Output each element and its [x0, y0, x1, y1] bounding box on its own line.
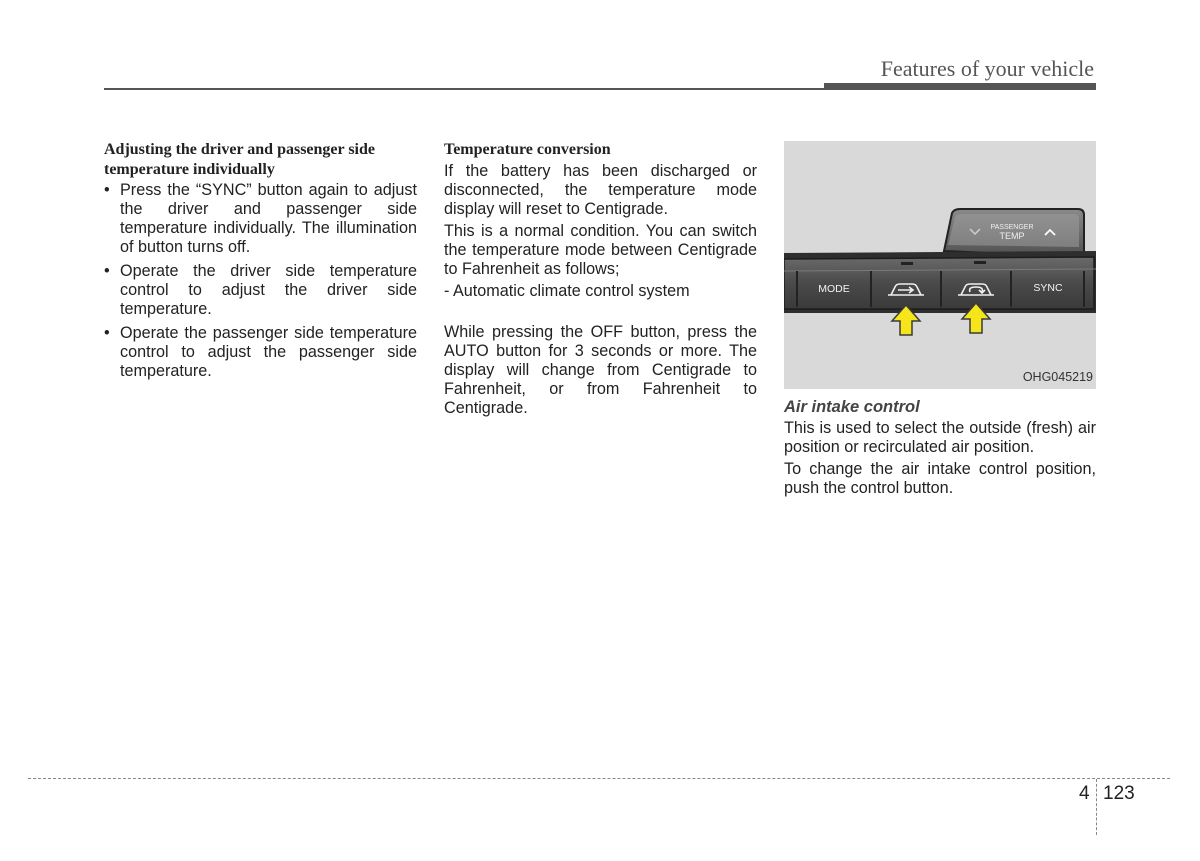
column-temperature-conversion — [444, 140, 757, 418]
header-rule-accent — [824, 83, 1096, 90]
footer-rule — [28, 778, 1170, 779]
control-panel-illustration — [784, 141, 1096, 389]
paragraph: While pressing the OFF button, press the AUTO button for 3 seconds or more. The display will change from Centigrade to Fahrenheit, or from Fahrenheit to Centigrade. — [444, 322, 757, 417]
mode-button-label: MODE — [818, 283, 850, 295]
bullet-icon: • — [104, 324, 110, 342]
list-item — [104, 324, 417, 381]
column-air-intake — [784, 140, 1096, 498]
paragraph: If the battery has been discharged or disconnected, the temperature mode display will reset to Centigrade. — [444, 161, 757, 218]
list-item — [104, 262, 417, 319]
section-heading: Air intake control — [784, 398, 920, 416]
section-heading — [104, 140, 417, 179]
section-heading-line: Adjusting the driver and passenger side — [104, 141, 375, 158]
temp-label: TEMP — [999, 231, 1025, 241]
section-heading-line: temperature individually — [104, 160, 275, 178]
list-item-text: Operate the driver side temperature control to adjust the driver side temperature. — [120, 262, 417, 318]
list-item — [104, 181, 417, 257]
header-rule — [104, 88, 824, 90]
paragraph: This is a normal condition. You can switch the temperature mode between Centigrade to Fahrenheit as follows; — [444, 221, 757, 278]
sync-button-label: SYNC — [1033, 282, 1063, 294]
paragraph: - Automatic climate control system — [444, 281, 690, 300]
bullet-icon: • — [104, 181, 110, 199]
spacer — [444, 301, 757, 321]
passenger-label: PASSENGER — [990, 224, 1034, 231]
section-heading: Temperature conversion — [444, 141, 611, 158]
figure-code: OHG045219 — [1022, 370, 1093, 384]
control-panel-drawing — [784, 141, 1096, 389]
footer-divider — [1096, 779, 1097, 835]
page-header-title: Features of your vehicle — [880, 56, 1094, 81]
column-driver-passenger — [104, 140, 417, 386]
bullet-list — [104, 181, 417, 381]
bullet-icon: • — [104, 262, 110, 280]
paragraph: This is used to select the outside (fresh) air position or recirculated air position. — [784, 419, 1096, 456]
list-item-text: Press the “SYNC” button again to adjust the driver and passenger side temperature individually. The illumination of button turns off. — [120, 181, 417, 256]
list-item-text: Operate the passenger side temperature control to adjust the passenger side temperature. — [120, 324, 417, 380]
page-number: 123 — [1103, 783, 1135, 804]
paragraph: To change the air intake control position, push the control button. — [784, 460, 1096, 497]
chapter-number: 4 — [1079, 783, 1090, 804]
